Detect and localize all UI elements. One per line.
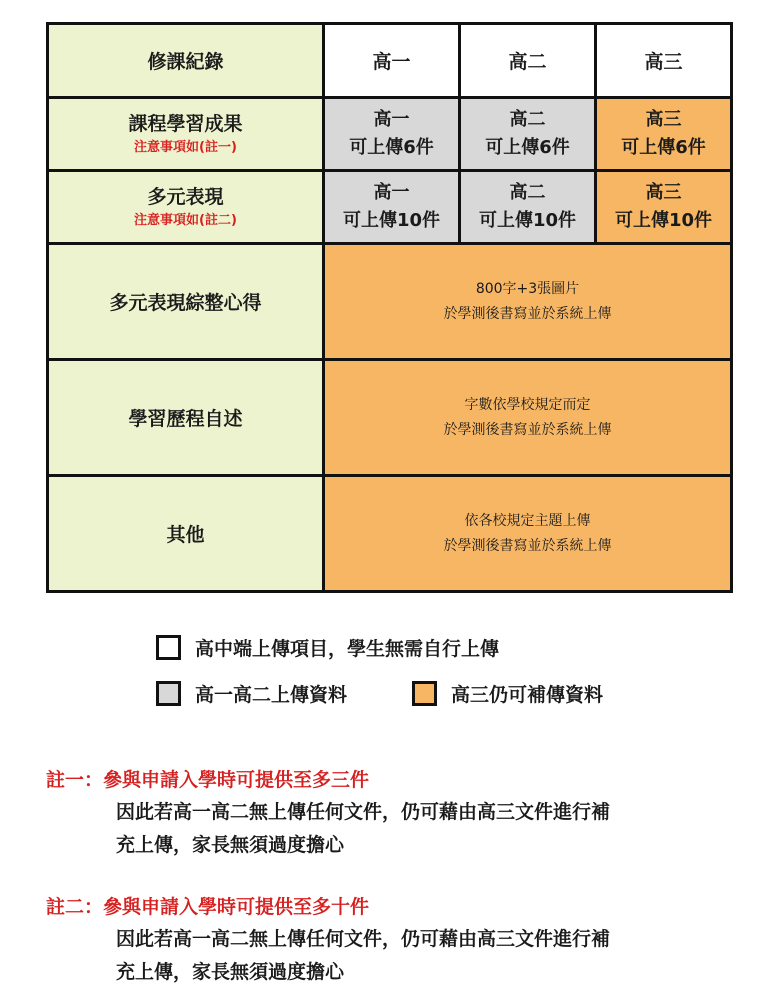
legend-orange bbox=[412, 680, 603, 707]
detail-line: 字數依學校規定而定 bbox=[464, 396, 591, 413]
grade2-header: 高二 bbox=[460, 24, 596, 98]
reflection-row bbox=[48, 244, 732, 360]
note2-line: 充上傳，家長無須過度擔心 bbox=[116, 961, 345, 983]
performance-row bbox=[48, 171, 732, 244]
course-results-g2 bbox=[460, 98, 596, 171]
detail-line: 於學測後書寫並於系統上傳 bbox=[443, 421, 612, 438]
legend-white bbox=[156, 634, 499, 661]
orange-swatch bbox=[412, 681, 437, 706]
cell-grade: 高一 bbox=[373, 182, 410, 203]
grade3-header: 高三 bbox=[596, 24, 732, 98]
note1-title: 註一：參與申請入學時可提供至多三件 bbox=[46, 769, 370, 791]
course-results-g3 bbox=[596, 98, 732, 171]
cell-grade: 高二 bbox=[509, 182, 546, 203]
other-row bbox=[48, 476, 732, 592]
cell-limit: 可上傳6件 bbox=[621, 137, 706, 158]
cell-limit: 可上傳6件 bbox=[485, 137, 570, 158]
course-results-label-cell bbox=[48, 98, 324, 171]
other-label: 其他 bbox=[48, 476, 324, 592]
detail-line: 於學測後書寫並於系統上傳 bbox=[443, 305, 612, 322]
detail-line: 依各校規定主題上傳 bbox=[464, 512, 591, 529]
note1-body bbox=[116, 796, 732, 862]
performance-note: 注意事項如(註二) bbox=[134, 212, 237, 228]
cell-limit: 可上傳10件 bbox=[478, 210, 577, 231]
performance-label: 多元表現 bbox=[147, 185, 224, 208]
note1-line: 充上傳，家長無須過度擔心 bbox=[116, 834, 345, 856]
course-results-note: 注意事項如(註一) bbox=[134, 139, 237, 155]
other-details bbox=[324, 476, 732, 592]
cell-grade: 高一 bbox=[373, 109, 410, 130]
reflection-label: 多元表現綜整心得 bbox=[48, 244, 324, 360]
performance-g3 bbox=[596, 171, 732, 244]
legend-white-label: 高中端上傳項目，學生無需自行上傳 bbox=[195, 638, 500, 660]
detail-line: 於學測後書寫並於系統上傳 bbox=[443, 537, 612, 554]
performance-label-cell bbox=[48, 171, 324, 244]
gray-swatch bbox=[156, 681, 181, 706]
performance-g2 bbox=[460, 171, 596, 244]
cell-limit: 可上傳10件 bbox=[342, 210, 441, 231]
autobiography-row bbox=[48, 360, 732, 476]
cell-grade: 高三 bbox=[645, 182, 682, 203]
course-record-header: 修課紀錄 bbox=[48, 24, 324, 98]
note2-line: 因此若高一高二無上傳任何文件，仍可藉由高三文件進行補 bbox=[116, 928, 611, 950]
cell-limit: 可上傳6件 bbox=[349, 137, 434, 158]
course-results-row bbox=[48, 98, 732, 171]
grade1-header: 高一 bbox=[324, 24, 460, 98]
header-row bbox=[48, 24, 732, 98]
note1-line: 因此若高一高二無上傳任何文件，仍可藉由高三文件進行補 bbox=[116, 801, 611, 823]
note2-body bbox=[116, 923, 732, 989]
legend-gray bbox=[156, 680, 347, 707]
autobiography-details bbox=[324, 360, 732, 476]
note2-title: 註二：參與申請入學時可提供至多十件 bbox=[46, 896, 370, 918]
cell-limit: 可上傳10件 bbox=[614, 210, 713, 231]
cell-grade: 高二 bbox=[509, 109, 546, 130]
legend-orange-label: 高三仍可補傳資料 bbox=[451, 684, 604, 706]
legend-gray-label: 高一高二上傳資料 bbox=[195, 684, 348, 706]
performance-g1 bbox=[324, 171, 460, 244]
course-results-label: 課程學習成果 bbox=[128, 112, 243, 135]
course-results-g1 bbox=[324, 98, 460, 171]
reflection-details bbox=[324, 244, 732, 360]
upload-schedule-table bbox=[46, 22, 733, 593]
detail-line: 800字+3張圖片 bbox=[475, 280, 580, 297]
cell-grade: 高三 bbox=[645, 109, 682, 130]
autobiography-label: 學習歷程自述 bbox=[48, 360, 324, 476]
white-swatch bbox=[156, 635, 181, 660]
